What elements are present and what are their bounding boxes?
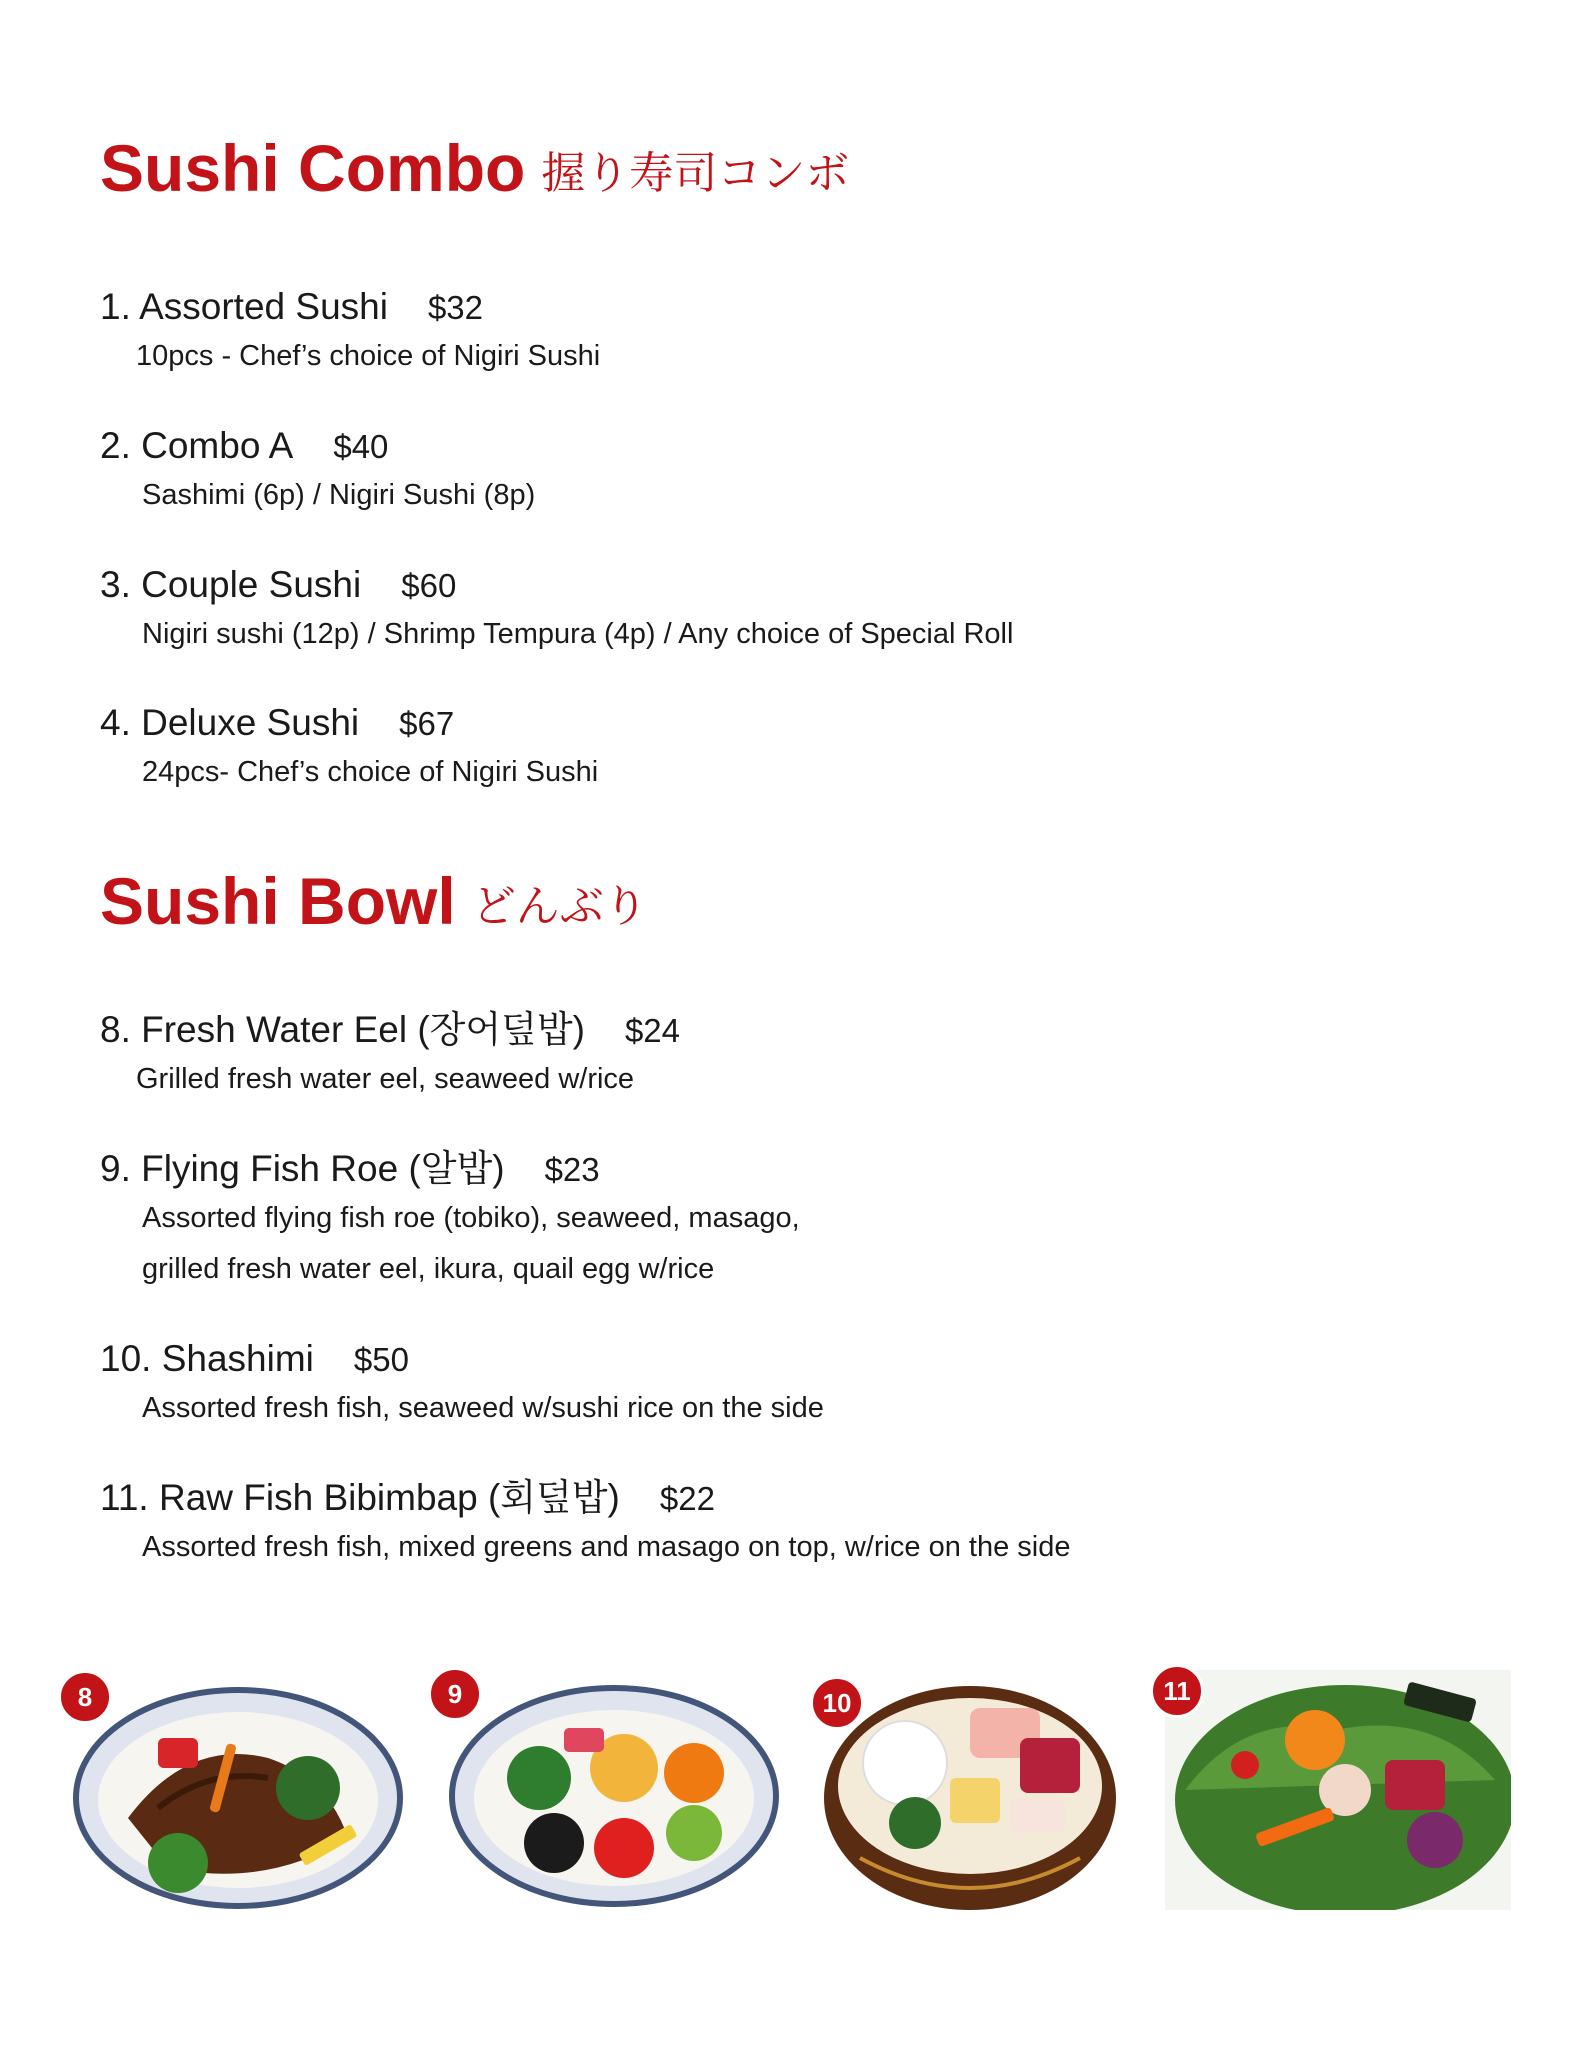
item-name: 4. Deluxe Sushi [100, 702, 360, 743]
photo-badge-11: 11 [1150, 1664, 1204, 1718]
roe-bowl-photo [444, 1668, 784, 1914]
sashimi-bowl-photo [820, 1668, 1160, 1914]
item-name: 8. Fresh Water Eel (장어덮밥) [100, 1009, 585, 1050]
menu-item-combo-a [100, 423, 1400, 521]
item-description: 24pcs- Chef’s choice of Nigiri Sushi [142, 756, 599, 788]
item-description-line-2: grilled fresh water eel, ikura, quail egg w/rice [142, 1253, 715, 1285]
item-description: Assorted fresh fish, seaweed w/sushi rice on the side [142, 1392, 824, 1424]
section-title-text: Sushi Combo [100, 131, 526, 205]
bibimbap-salad-photo [1165, 1670, 1511, 1910]
item-price: $32 [427, 289, 484, 326]
item-name: 9. Flying Fish Roe (알밥) [100, 1148, 505, 1189]
item-description: Sashimi (6p) / Nigiri Sushi (8p) [142, 479, 536, 511]
item-description: Nigiri sushi (12p) / Shrimp Tempura (4p) / Any choice of Special Roll [142, 618, 1014, 650]
photo-badge-9: 9 [428, 1667, 482, 1721]
section-title-sushi-bowl [100, 864, 648, 938]
menu-item-flying-fish-roe [100, 1146, 1400, 1295]
photo-badge-10: 10 [810, 1676, 864, 1730]
menu-item-shashimi [100, 1336, 1400, 1434]
item-description: Assorted flying fish roe (tobiko), seaweed, masago, [142, 1202, 800, 1234]
eel-bowl-photo [68, 1668, 408, 1914]
section-title-sushi-combo [100, 131, 850, 205]
item-name: 10. Shashimi [100, 1338, 314, 1379]
menu-item-couple-sushi [100, 562, 1400, 660]
item-description: Assorted fresh fish, mixed greens and masago on top, w/rice on the side [142, 1531, 1071, 1563]
item-description: Grilled fresh water eel, seaweed w/rice [136, 1063, 635, 1095]
item-name: 1. Assorted Sushi [100, 286, 388, 327]
item-price: $60 [401, 567, 457, 604]
item-price: $22 [659, 1480, 715, 1517]
item-name: 11. Raw Fish Bibimbap (회덮밥) [100, 1477, 620, 1518]
menu-item-deluxe-sushi [100, 700, 1400, 798]
menu-item-assorted-sushi [100, 284, 1400, 382]
section-title-text: Sushi Bowl [100, 864, 456, 938]
item-name: 2. Combo A [100, 425, 294, 466]
item-name: 3. Couple Sushi [100, 564, 362, 605]
item-price: $50 [353, 1341, 409, 1378]
section-title-jp: 握り寿司コンボ [541, 148, 850, 199]
item-price: $23 [544, 1151, 600, 1188]
item-price: $24 [624, 1012, 681, 1049]
photo-badge-8: 8 [58, 1670, 112, 1724]
menu-item-raw-fish-bibimbap [100, 1475, 1400, 1573]
section-title-jp: どんぶり [471, 881, 648, 932]
item-price: $67 [399, 705, 455, 742]
item-description: 10pcs - Chef’s choice of Nigiri Sushi [136, 340, 601, 372]
menu-item-fresh-water-eel [100, 1007, 1400, 1105]
item-price: $40 [333, 428, 389, 465]
